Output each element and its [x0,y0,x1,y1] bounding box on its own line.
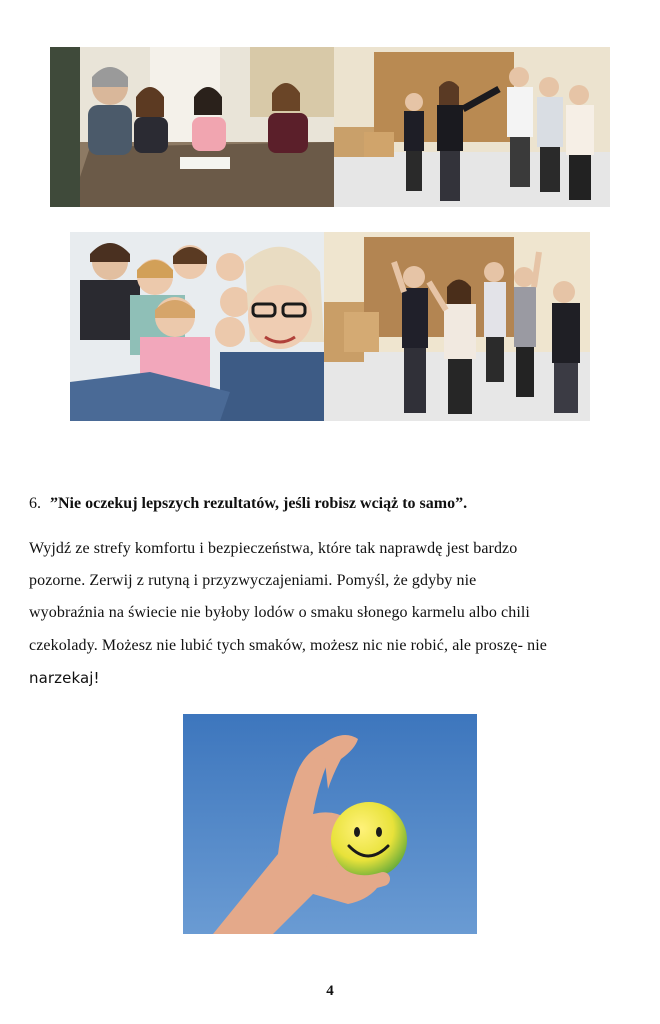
photo-hands-up [324,232,590,421]
paragraph-line: Wyjdź ze strefy komfortu i bezpieczeństwa, które tak naprawdę jest bardzo [29,540,518,557]
section-number: 6. [29,495,41,512]
photo-dancing-students [334,47,610,207]
page-number: 4 [326,983,334,999]
section-heading [29,493,629,515]
section-title: ”Nie oczekuj lepszych rezultatów, jeśli robisz wciąż to samo”. [50,495,468,512]
paragraph-line: pozorne. Zerwij z rutyną i przyzwyczajeniami. Pomyśl, że gdyby nie [29,572,477,589]
photo-smiley-ball [183,714,477,934]
photo-classroom-table [50,47,334,207]
paragraph-line: narzekaj! [29,669,100,687]
paragraph-line: wyobraźnia na świecie nie byłoby lodów o smaku słonego karmelu albo chili [29,604,530,621]
paragraph-line: czekolady. Możesz nie lubić tych smaków, możesz nic nie robić, ale proszę- nie [29,637,547,654]
photo-group-selfie [70,232,324,421]
